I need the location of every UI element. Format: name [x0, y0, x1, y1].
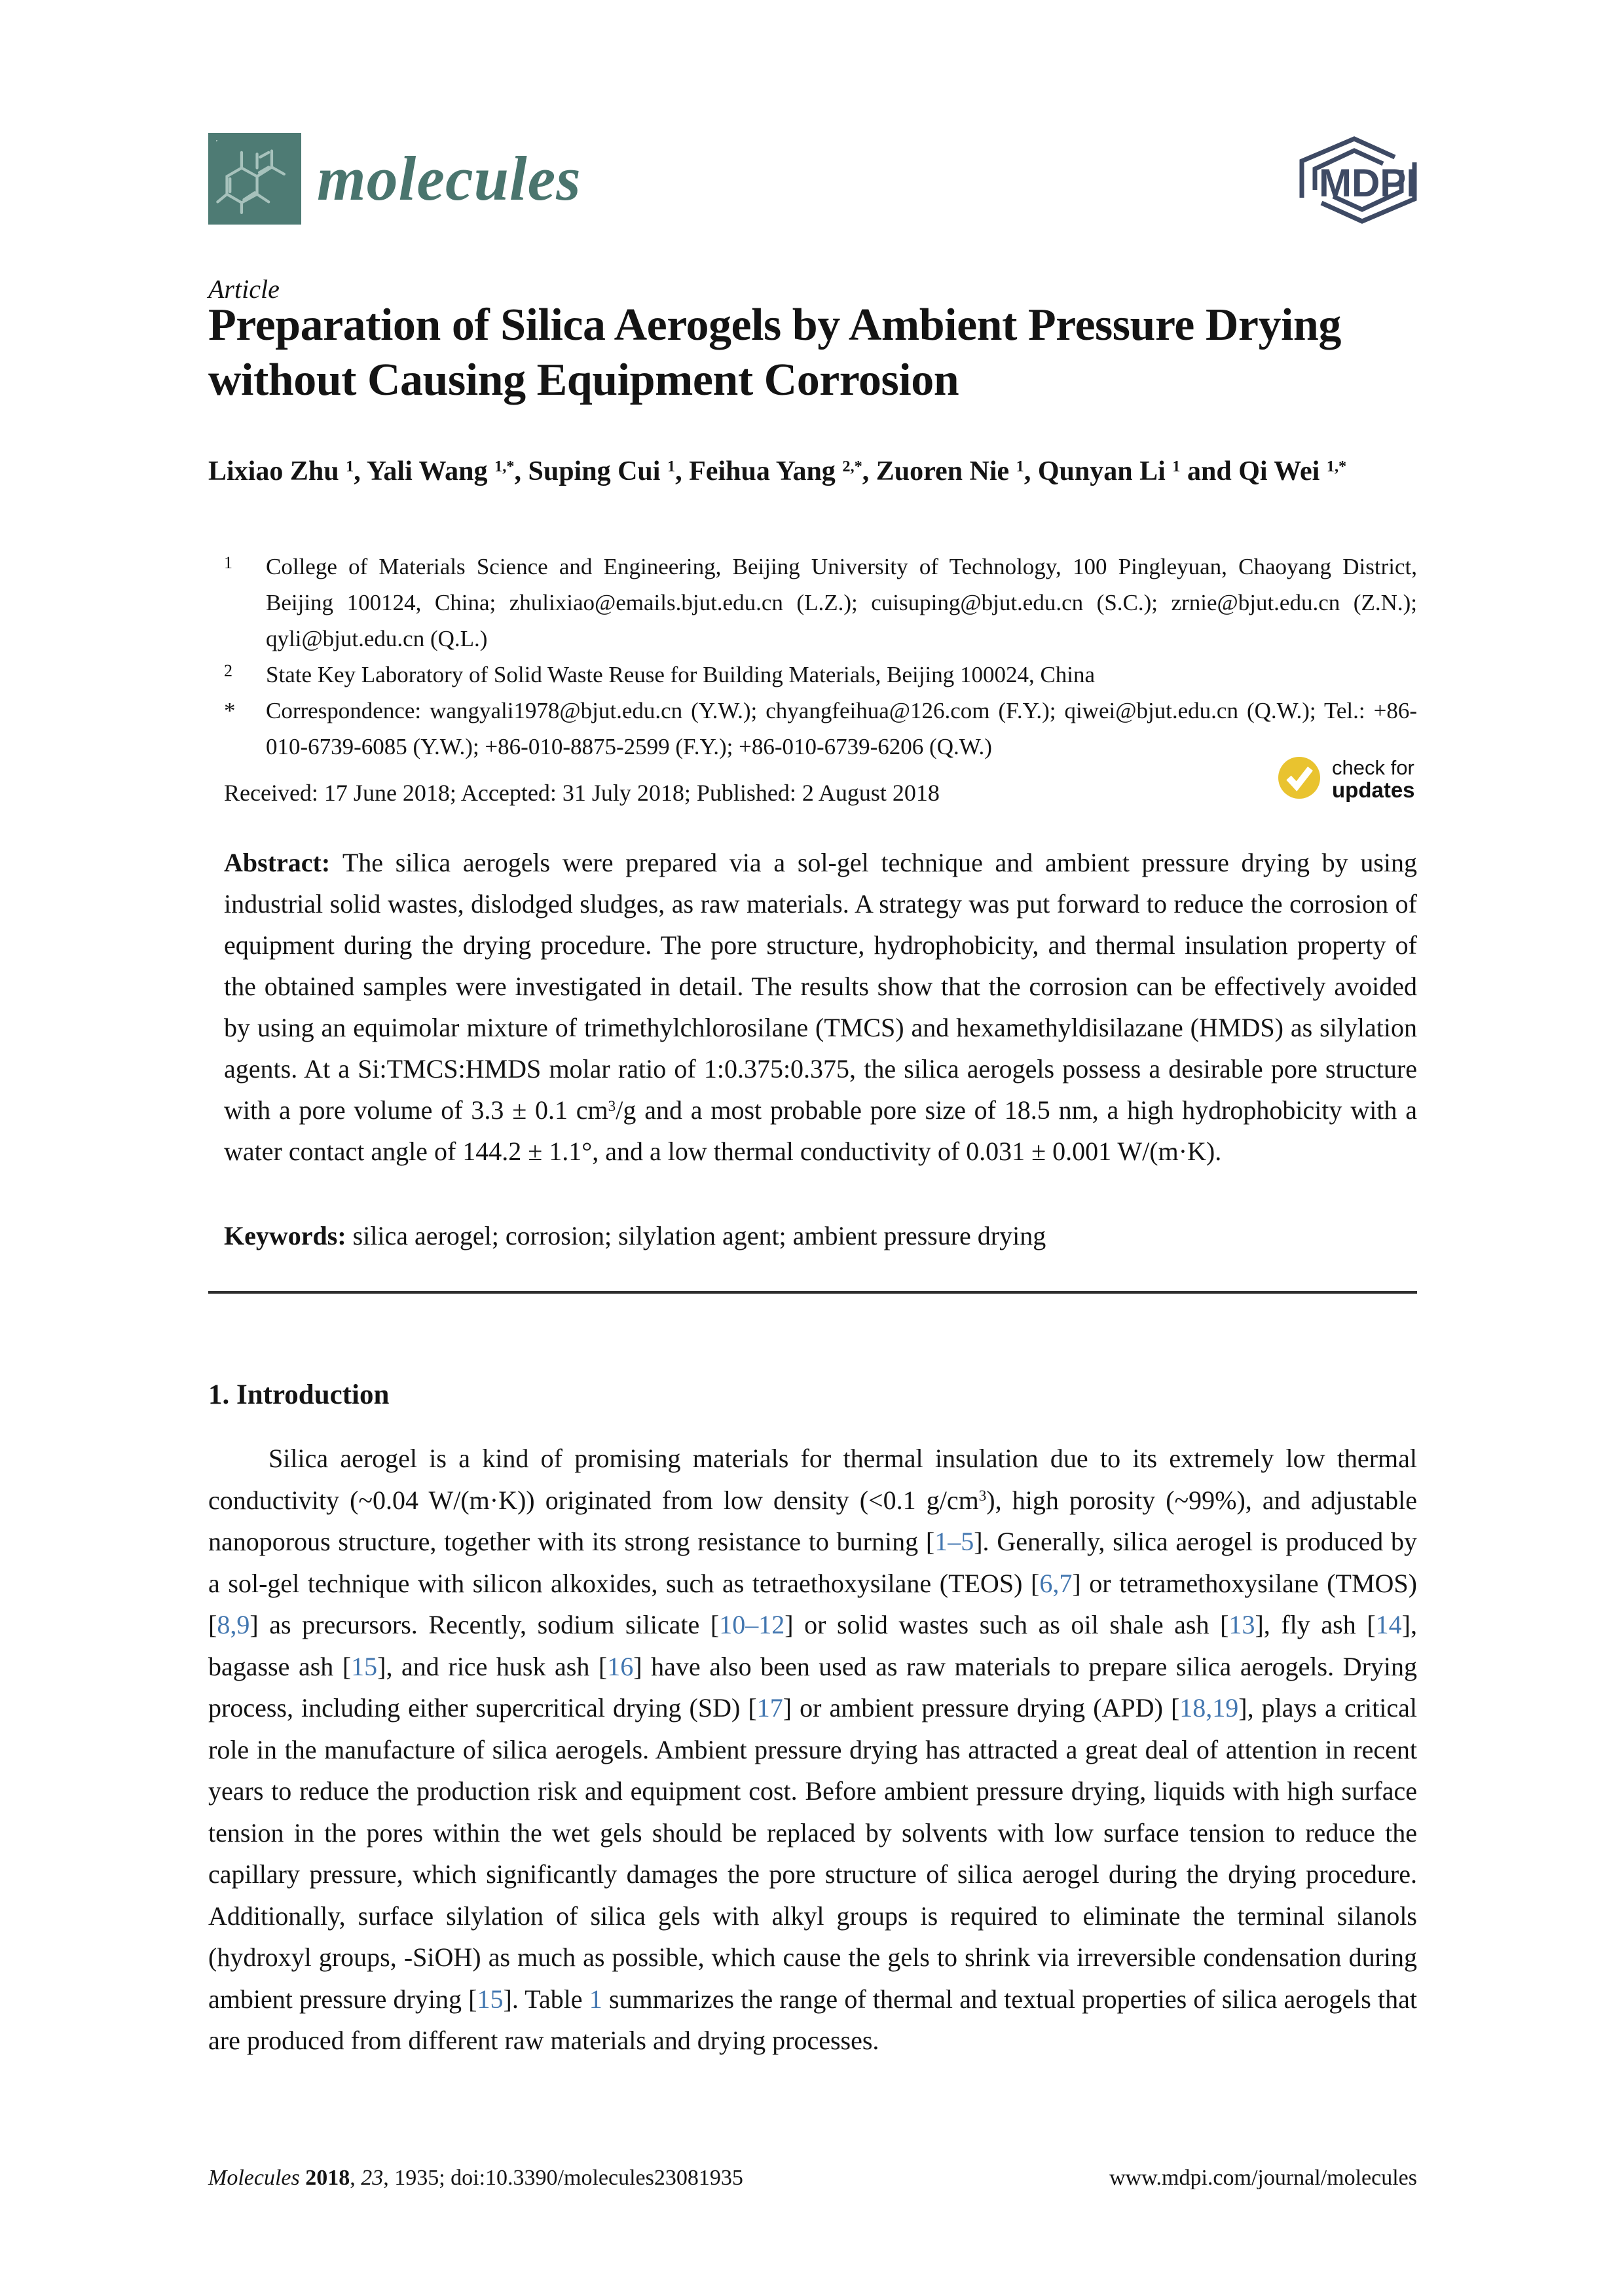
abstract-paragraph: Abstract: The silica aerogels were prepared via a sol-gel technique and ambient pressure drying by using industrial solid wastes, dislodged sludges, as raw materials. A strategy was put forward to reduce the corrosion of equipment during the drying procedure. The pore structure, hydrophobicity, and thermal insulation property of the obtained samples were investigated in detail. The results show that the corrosion can be effectively avoided by using an equimolar mixture of trimethylchlorosilane (TMCS) and hexamethyldisilazane (HMDS) as silylation agents. At a Si:TMCS:HMDS molar ratio of 1:0.375:0.375, the silica aerogels possess a desirable pore structure with a pore volume of 3.3 ± 0.1 $cm^3/g$ and a most probable pore size of 18.5 nm, a high hydrophobicity with a water contact angle of 144.2 ± 1.1°, and a low thermal conductivity of 0.031 ± 0.001 W/(m·K).: [224, 848, 1418, 1166]
affiliation-row: [224, 657, 1417, 693]
citation-link[interactable]: 16: [607, 1651, 634, 1681]
authors-line: Lixiao Zhu $^1$, Yali Wang $^{1,*}$, Suping Cui $^1$, Feihua Yang $^{2,*}$, Zuoren Nie $^1$, Qunyan Li $^1$ and Qi Wei $^{1,*}$: [208, 456, 1347, 486]
affiliation-text: State Key Laboratory of Solid Waste Reuse for Building Materials, Beijing 100024, China: [266, 662, 1096, 687]
affiliation-list: [224, 549, 1417, 765]
affiliation-text: College of Materials Science and Engineering, Beijing University of Technology, 100 Pingleyuan, Chaoyang District, Beijing 100124, China; zhulixiao@emails.bjut.edu.cn (L.Z.); cuisuping@bjut.edu.cn (S.C.); zrnie@bjut.edu.cn (Z.N.); qyli@bjut.edu.cn (Q.L.): [266, 554, 1417, 651]
footer-citation: Molecules 2018, 23, 1935; doi:10.3390/molecules23081935: [208, 2166, 743, 2190]
mdpi-logo: [1295, 135, 1421, 225]
molecule-structure-icon: [216, 140, 293, 217]
affiliation-marker: 1: [224, 553, 232, 572]
correspondence-text: Correspondence: wangyali1978@bjut.edu.cn (Y.W.); chyangfeihua@126.com (F.Y.); qiwei@bjut.edu.cn (Q.W.); Tel.: +86-010-6739-6085 (Y.W.); +86-010-8875-2599 (F.Y.); +86-010-6739-6206 (Q.W.): [266, 698, 1417, 759]
correspondence-marker: *: [224, 698, 236, 723]
affiliation-row: [224, 549, 1417, 657]
citation-link[interactable]: 8,9: [217, 1610, 250, 1639]
journal-logo: [208, 133, 581, 225]
check-for-updates-badge[interactable]: [1276, 756, 1415, 803]
journal-name: molecules: [317, 143, 581, 213]
badge-line-1: check for: [1332, 756, 1414, 779]
intro-paragraph: Silica aerogel is a kind of promising materials for thermal insulation due to its extremely low thermal conductivity (~0.04 W/(m·K)) originated from low density (<0.1 $g/cm^3$), high porosity (~99%), and adjustable nanoporous structure, together with its strong resistance to burning [1–5]. Generally, silica aerogel is produced by a sol-gel technique with silicon alkoxides, such as tetraethoxysilane (TEOS) [6,7] or tetramethoxysilane (TMOS) [8,9] as precursors. Recently, sodium silicate [10–12] or solid wastes such as oil shale ash [13], fly ash [14], bagasse ash [15], and rice husk ash [16] have also been used as raw materials to prepare silica aerogels. Drying process, including either supercritical drying (SD) [17] or ambient pressure drying (APD) [18,19], plays a critical role in the manufacture of silica aerogels. Ambient pressure drying has attracted a great deal of attention in recent years to reduce the production risk and equipment cost. Before ambient pressure drying, liquids with high surface tension in the pores within the wet gels should be replaced by solvents with low surface tension to reduce the capillary pressure, which significantly damages the pore structure of silica aerogel during the drying procedure. Additionally, surface silylation of silica gels with alkyl groups is required to eliminate the terminal silanols (hydroxyl groups, -SiOH) as much as possible, which cause the gels to shrink via irreversible condensation during ambient pressure drying [15]. Table 1 summarizes the range of thermal and textual properties of silica aerogels that are produced from different raw materials and drying processes.: [208, 1444, 1418, 2055]
affiliation-row: [224, 693, 1417, 765]
citation-link[interactable]: 14: [1375, 1610, 1402, 1639]
footer-journal-url[interactable]: www.mdpi.com/journal/molecules: [1109, 2166, 1417, 2190]
section-divider: [208, 1291, 1417, 1294]
citation-link[interactable]: 15: [477, 1984, 504, 2014]
citation-link[interactable]: 15: [351, 1651, 378, 1681]
keywords-line: Keywords: silica aerogel; corrosion; silylation agent; ambient pressure drying: [224, 1221, 1046, 1250]
check-icon: [1276, 756, 1323, 803]
dates-line: Received: 17 June 2018; Accepted: 31 July 2018; Published: 2 August 2018: [224, 780, 940, 806]
affiliation-marker: 2: [224, 661, 232, 680]
citation-link[interactable]: 1: [589, 1984, 602, 2014]
citation-link[interactable]: 17: [756, 1693, 783, 1722]
citation-link[interactable]: 10–12: [719, 1610, 785, 1639]
page-title: Preparation of Silica Aerogels by Ambient Pressure Drying without Causing Equipment Corrosion: [208, 300, 1341, 405]
citation-link[interactable]: 13: [1228, 1610, 1255, 1639]
citation-link[interactable]: 6,7: [1039, 1568, 1073, 1598]
citation-link[interactable]: 1–5: [934, 1527, 974, 1556]
citation-link[interactable]: 18,19: [1179, 1693, 1239, 1722]
molecules-logo-box: [208, 133, 301, 225]
section-heading-introduction: 1. Introduction: [208, 1379, 390, 1410]
badge-text: [1332, 757, 1415, 801]
article-type-label: Article: [208, 274, 280, 304]
footer: [208, 2166, 1417, 2191]
mdpi-wordmark: MDPI: [1319, 161, 1417, 205]
badge-line-2: updates: [1332, 778, 1415, 802]
